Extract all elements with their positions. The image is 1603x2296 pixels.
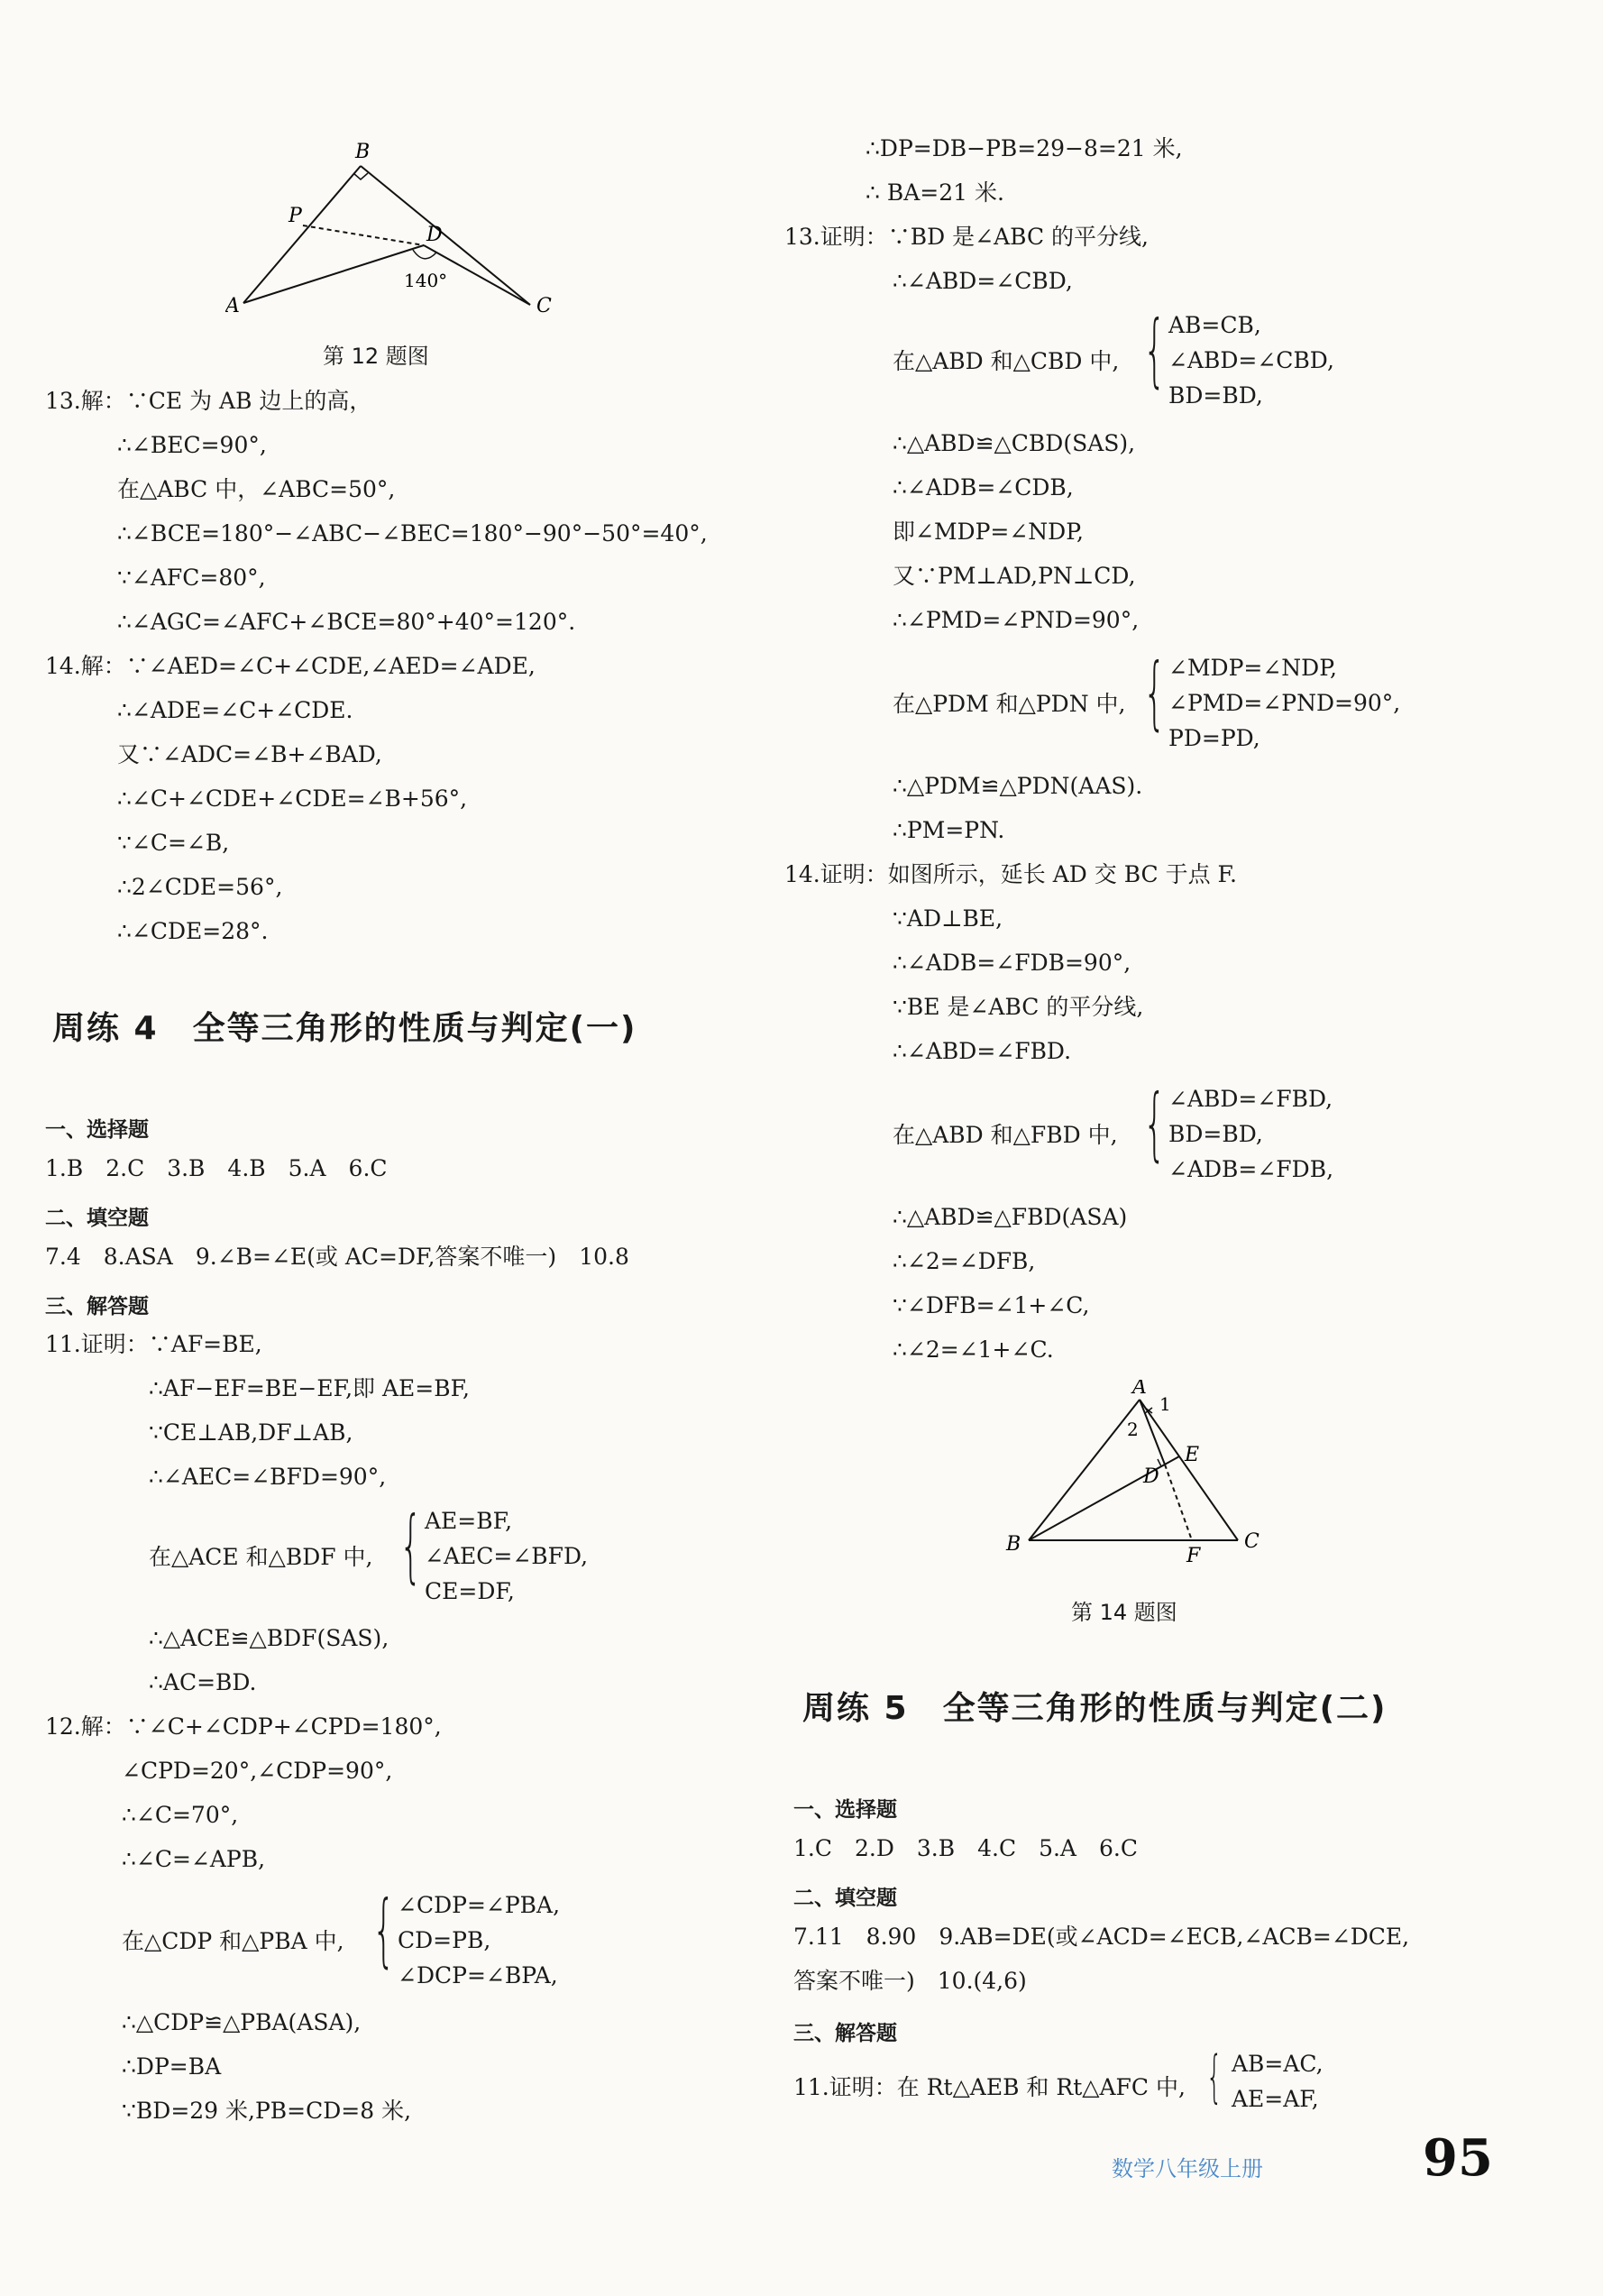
q14-line: 又∵∠ADC=∠B+∠BAD, xyxy=(117,741,382,767)
week5-q11-system-prefix: 11.证明：在 Rt△AEB 和 Rt△AFC 中, xyxy=(793,2074,1186,2100)
q11-line: ∴AC=BD. xyxy=(149,1669,257,1695)
brace-symbol: { xyxy=(1143,1077,1167,1170)
q12-line: ∴∠C=70°, xyxy=(122,1802,239,1828)
system-row: CD=PB, xyxy=(398,1927,491,1953)
q12-system-prefix: 在△CDP 和△PBA 中, xyxy=(122,1928,344,1954)
q12-line: ∴DP=BA xyxy=(122,2053,222,2080)
footer-subject-label: 数学八年级上册 xyxy=(1112,2156,1263,2181)
q14-line: ∴∠ADE=∠C+∠CDE. xyxy=(117,697,353,723)
fig14-label-1: 1 xyxy=(1159,1393,1171,1415)
q12-continued-line: ∴ BA=21 米. xyxy=(866,179,1004,206)
fig14-label-a: A xyxy=(1132,1380,1147,1399)
week5-choice-answers: 1.C 2.D 3.B 4.C 5.A 6.C xyxy=(793,1835,1138,1861)
system-row: ∠ABD=∠CBD, xyxy=(1168,347,1334,373)
fig12-label-c: C xyxy=(536,295,552,317)
fig14-label-e: E xyxy=(1185,1444,1200,1466)
q14-line: ∴∠CDE=28°. xyxy=(117,918,269,944)
week4-section-solve: 三、解答题 xyxy=(45,1295,149,1318)
fig14-label-d: D xyxy=(1143,1465,1159,1488)
system-row: ∠DCP=∠BPA, xyxy=(398,1962,558,1988)
brace-symbol: { xyxy=(1143,303,1167,396)
fig12-label-b: B xyxy=(355,141,371,163)
q14-proof-line: ∵∠DFB=∠1+∠C, xyxy=(893,1292,1090,1318)
fig12-label-angle: 140° xyxy=(404,270,448,291)
figure-14-caption: 第 14 题图 xyxy=(1071,1600,1177,1625)
q14-proof-line: 14.证明：如图所示，延长 AD 交 BC 于点 F. xyxy=(784,861,1237,887)
q11-line: ∴∠AEC=∠BFD=90°, xyxy=(149,1464,387,1490)
q14-proof-line: ∴∠2=∠1+∠C. xyxy=(893,1336,1054,1363)
q13-proof-line: ∴∠PMD=∠PND=90°, xyxy=(893,607,1140,633)
fig14-label-2: 2 xyxy=(1127,1419,1139,1440)
q14-proof-line: ∵AD⊥BE, xyxy=(893,905,1003,932)
week5-title: 周练 5 全等三角形的性质与判定(二) xyxy=(802,1690,1388,1727)
q13-proof-line: ∴∠ADB=∠CDB, xyxy=(893,474,1074,501)
q12-line: ∴△CDP≌△PBA(ASA), xyxy=(122,2009,362,2035)
q11-line: ∵CE⊥AB,DF⊥AB, xyxy=(149,1419,353,1446)
system-row: ∠CDP=∠PBA, xyxy=(398,1892,561,1918)
q13-line: ∴∠BEC=90°, xyxy=(117,432,267,458)
q14-line: ∴∠C+∠CDE+∠CDE=∠B+56°, xyxy=(117,785,468,812)
week4-choice-answers: 1.B 2.C 3.B 4.B 5.A 6.C xyxy=(45,1155,388,1181)
q13-line: ∴∠AGC=∠AFC+∠BCE=80°+40°=120°. xyxy=(117,609,576,635)
system-row: ∠ABD=∠FBD, xyxy=(1168,1086,1333,1112)
q13-proof-line: ∴∠ABD=∠CBD, xyxy=(893,268,1073,294)
q13-proof-line: ∴△PDM≌△PDN(AAS). xyxy=(893,773,1143,799)
q12-line: ∵BD=29 米,PB=CD=8 米, xyxy=(122,2098,412,2124)
figure-14-diagram xyxy=(992,1380,1289,1569)
q12-line: ∴∠C=∠APB, xyxy=(122,1846,266,1872)
q13-system2-prefix: 在△PDM 和△PDN 中, xyxy=(893,691,1126,717)
q14-proof-line: ∴△ABD≌△FBD(ASA) xyxy=(893,1204,1128,1230)
q12-continued-line: ∴DP=DB−PB=29−8=21 米, xyxy=(866,135,1183,161)
week4-section-fill: 二、填空题 xyxy=(45,1207,149,1230)
q13-proof-line: ∴PM=PN. xyxy=(893,817,1005,843)
fig14-label-f: F xyxy=(1186,1545,1201,1567)
fig14-label-b: B xyxy=(1006,1533,1021,1556)
week5-section-choice: 一、选择题 xyxy=(793,1798,897,1822)
system-row: AE=BF, xyxy=(425,1508,513,1534)
q14-system-prefix: 在△ABD 和△FBD 中, xyxy=(893,1122,1118,1148)
week4-section-choice: 一、选择题 xyxy=(45,1118,149,1142)
fig12-label-p: P xyxy=(289,205,302,227)
week5-fill-answers-cont: 答案不唯一) 10.(4,6) xyxy=(793,1968,1027,1994)
q13-proof-line: 即∠MDP=∠NDP, xyxy=(893,519,1084,545)
week4-title: 周练 4 全等三角形的性质与判定(一) xyxy=(52,1010,637,1047)
q11-line: 11.证明：∵AF=BE, xyxy=(45,1331,262,1357)
q14-proof-line: ∴∠2=∠DFB, xyxy=(893,1248,1036,1274)
q13-proof-line: 13.证明：∵BD 是∠ABC 的平分线, xyxy=(784,224,1149,250)
week5-section-solve: 三、解答题 xyxy=(793,2022,897,2045)
q13-system-prefix: 在△ABD 和△CBD 中, xyxy=(893,348,1120,374)
system-row: CE=DF, xyxy=(425,1578,515,1604)
figure-12-caption: 第 12 题图 xyxy=(323,344,429,369)
fig12-label-d: D xyxy=(426,224,443,246)
week4-fill-answers: 7.4 8.ASA 9.∠B=∠E(或 AC=DF,答案不唯一) 10.8 xyxy=(45,1244,629,1270)
fig12-label-a: A xyxy=(225,295,240,317)
system-row: BD=BD, xyxy=(1168,1121,1263,1147)
q13-line: ∴∠BCE=180°−∠ABC−∠BEC=180°−90°−50°=40°, xyxy=(117,520,708,546)
q12-line: ∠CPD=20°,∠CDP=90°, xyxy=(122,1758,393,1784)
q13-proof-line: 又∵PM⊥AD,PN⊥CD, xyxy=(893,563,1136,589)
week5-fill-answers: 7.11 8.90 9.AB=DE(或∠ACD=∠ECB,∠ACB=∠DCE, xyxy=(793,1924,1410,1950)
system-row: ∠ADB=∠FDB, xyxy=(1168,1156,1334,1182)
q14-proof-line: ∴∠ADB=∠FDB=90°, xyxy=(893,950,1131,976)
q11-line: ∴△ACE≌△BDF(SAS), xyxy=(149,1625,389,1651)
system-row: ∠AEC=∠BFD, xyxy=(425,1543,589,1569)
q14-proof-line: ∵BE 是∠ABC 的平分线, xyxy=(893,994,1144,1020)
system-row: PD=PD, xyxy=(1168,725,1260,751)
figure-12-diagram xyxy=(225,135,604,325)
system-row: AB=CB, xyxy=(1168,312,1261,338)
brace-symbol: { xyxy=(1206,2043,1223,2109)
brace-symbol: { xyxy=(372,1883,396,1976)
q14-line: ∴2∠CDE=56°, xyxy=(117,874,283,900)
q14-proof-line: ∴∠ABD=∠FBD. xyxy=(893,1038,1072,1064)
system-row: ∠PMD=∠PND=90°, xyxy=(1168,690,1401,716)
system-row: AB=AC, xyxy=(1232,2051,1324,2077)
q13-line: ∵∠AFC=80°, xyxy=(117,565,266,591)
q12-line: 12.解：∵∠C+∠CDP+∠CPD=180°, xyxy=(45,1713,442,1740)
q14-line: 14.解：∵∠AED=∠C+∠CDE,∠AED=∠ADE, xyxy=(45,653,536,679)
week5-section-fill: 二、填空题 xyxy=(793,1887,897,1910)
q14-line: ∵∠C=∠B, xyxy=(117,830,230,856)
brace-symbol: { xyxy=(1143,646,1167,739)
system-row: ∠MDP=∠NDP, xyxy=(1168,655,1337,681)
q13-line: 在△ABC 中，∠ABC=50°, xyxy=(117,476,396,502)
brace-symbol: { xyxy=(399,1499,423,1592)
system-row: BD=BD, xyxy=(1168,382,1263,409)
q13-line: 13.解：∵CE 为 AB 边上的高， xyxy=(45,388,372,414)
system-row: AE=AF, xyxy=(1232,2086,1319,2112)
page-number: 95 xyxy=(1423,2128,1493,2188)
fig14-label-c: C xyxy=(1244,1530,1260,1553)
q11-line: ∴AF−EF=BE−EF,即 AE=BF, xyxy=(149,1375,470,1401)
q13-proof-line: ∴△ABD≌△CBD(SAS), xyxy=(893,430,1136,456)
q11-system-prefix: 在△ACE 和△BDF 中, xyxy=(149,1544,373,1570)
